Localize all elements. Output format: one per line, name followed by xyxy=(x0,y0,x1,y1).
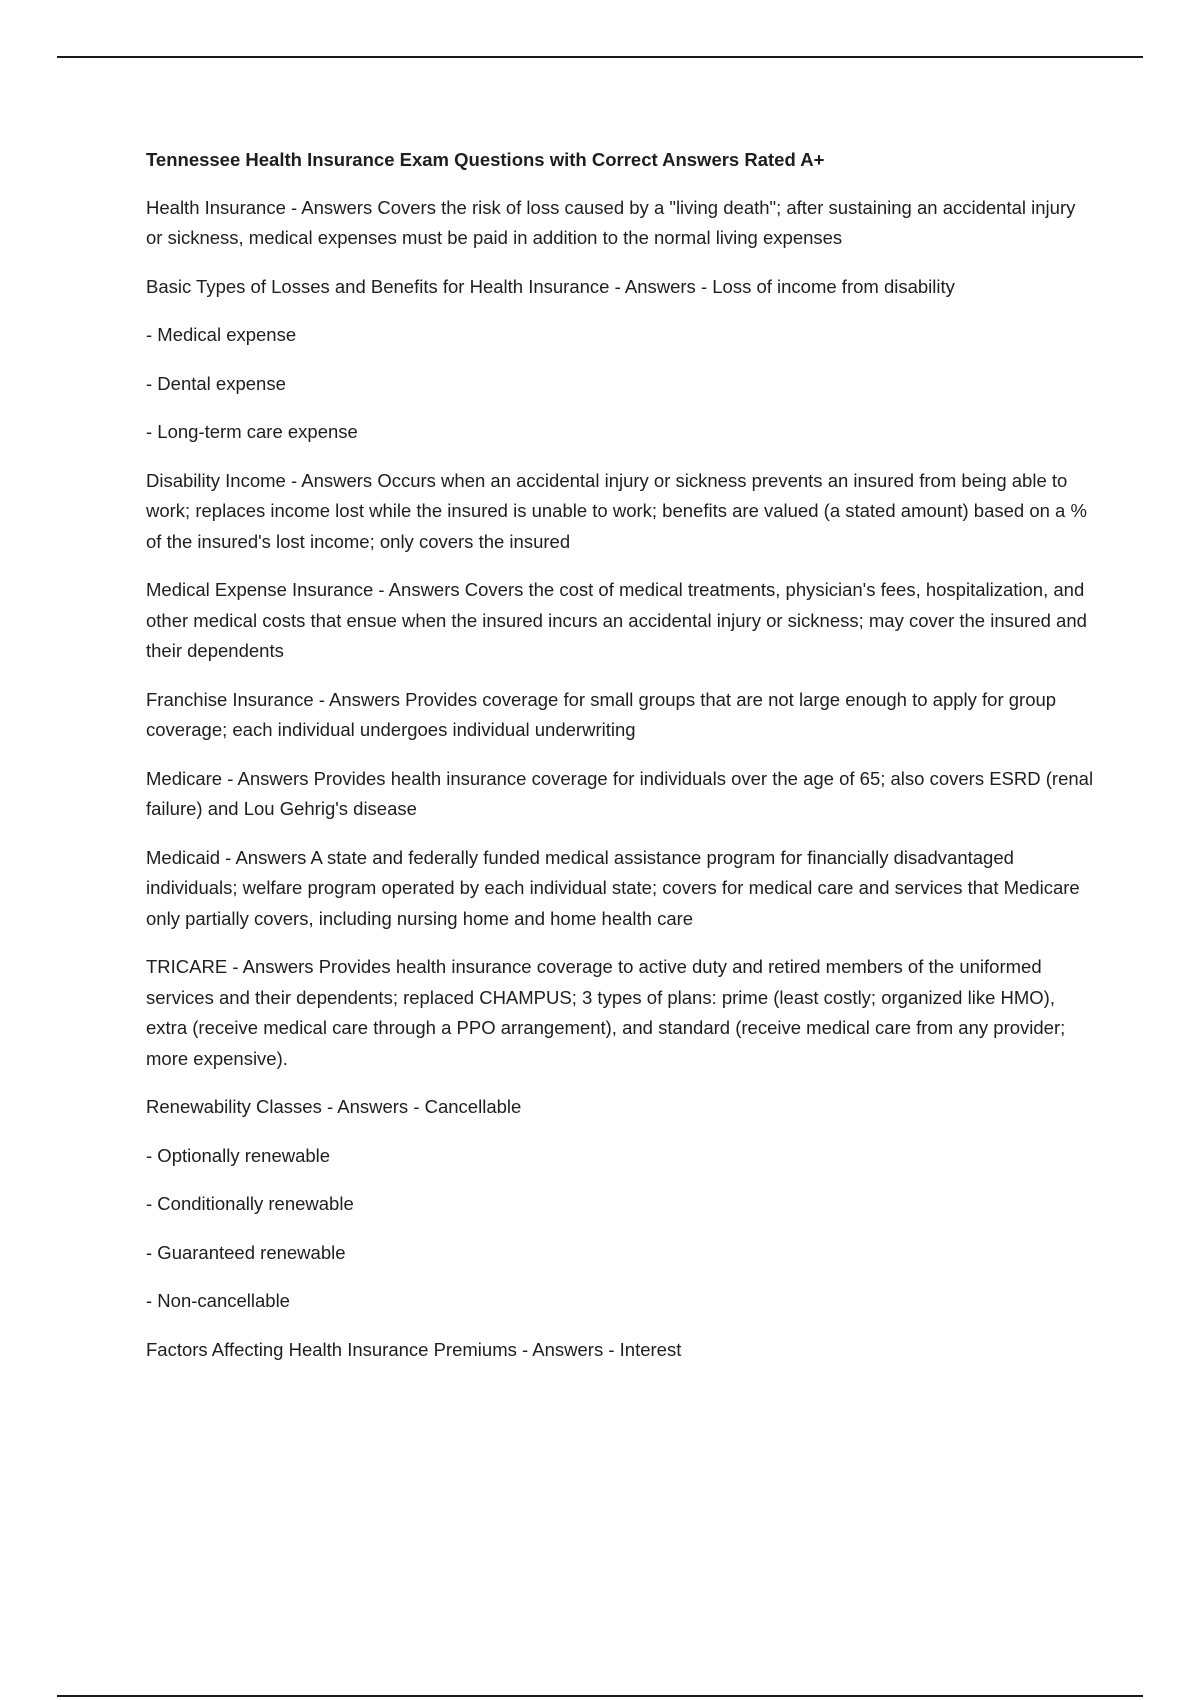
paragraph-renewability-classes: Renewability Classes - Answers - Cancellable xyxy=(146,1096,522,1117)
list-item-medical-expense: - Medical expense xyxy=(146,324,297,345)
list-item-guaranteed-renewable: - Guaranteed renewable xyxy=(146,1241,346,1263)
list-item-dental-expense: - Dental expense xyxy=(146,372,286,394)
paragraph-basic-types: Basic Types of Losses and Benefits for Health Insurance - Answers - Loss of income from disability xyxy=(146,275,955,297)
list-item-long-term-care: - Long-term care expense xyxy=(146,421,358,442)
list-item-conditionally-renewable: - Conditionally renewable xyxy=(146,1193,354,1214)
paragraph-medicaid: Medicaid - Answers A state and federally funded medical assistance program for financially disadvantaged individuals; welfare program operated by each individual state; covers for medical care and services that Medicare only partially covers, including nursing home and home health care xyxy=(146,846,1080,929)
paragraph-medical-expense-insurance: Medical Expense Insurance - Answers Covers the cost of medical treatments, physician's fees, hospitalization, and other medical costs that ensue when the insured incurs an accidental injury or sickness; may cover the insured and their dependents xyxy=(146,579,1087,661)
header-rule xyxy=(57,56,1143,58)
document-title: Tennessee Health Insurance Exam Questions with Correct Answers Rated A+ xyxy=(146,149,825,170)
paragraph-premium-factors: Factors Affecting Health Insurance Premiums - Answers - Interest xyxy=(146,1338,682,1360)
paragraph-health-insurance: Health Insurance - Answers Covers the risk of loss caused by a "living death"; after sustaining an accidental injury or sickness, medical expenses must be paid in addition to the normal living expenses xyxy=(146,196,1076,248)
list-item-non-cancellable: - Non-cancellable xyxy=(146,1290,290,1311)
paragraph-disability-income: Disability Income - Answers Occurs when an accidental injury or sickness prevents an insured from being able to work; replaces income lost while the insured is unable to work; benefits are valued (a stated amount) based on a % of the insured's lost income; only covers the insured xyxy=(146,469,1087,552)
paragraph-medicare: Medicare - Answers Provides health insurance coverage for individuals over the age of 65; also covers ESRD (renal failure) and Lou Gehrig's disease xyxy=(146,767,1094,819)
paragraph-franchise-insurance: Franchise Insurance - Answers Provides coverage for small groups that are not large enough to apply for group coverage; each individual undergoes individual underwriting xyxy=(146,688,1057,740)
paragraph-tricare: TRICARE - Answers Provides health insurance coverage to active duty and retired members of the uniformed services and their dependents; replaced CHAMPUS; 3 types of plans: prime (least costly; organized like HMO), extra (receive medical care through a PPO arrangement), and standard (receive medical care from any provider; more expensive). xyxy=(146,956,1066,1069)
footer-rule xyxy=(57,1695,1143,1697)
document-body xyxy=(146,145,1096,1383)
list-item-optionally-renewable: - Optionally renewable xyxy=(146,1144,331,1166)
